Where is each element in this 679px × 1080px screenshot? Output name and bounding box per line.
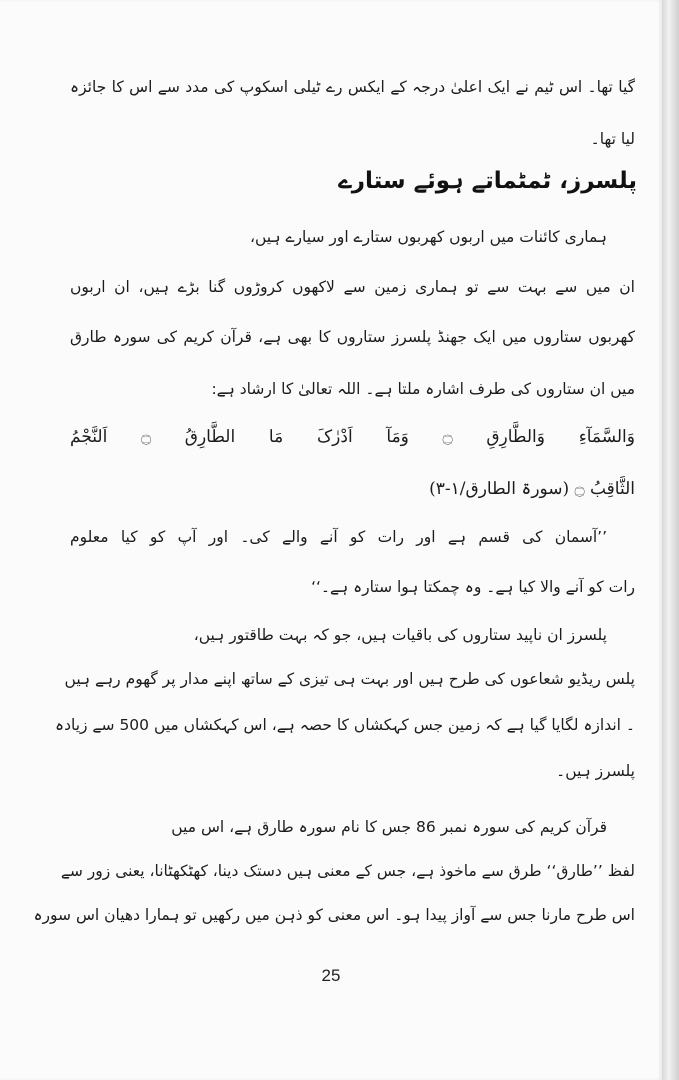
text-line: رات کو آنے والا کیا ہے۔ وہ چمکتا ہوا ستارہ ہے۔‘‘ bbox=[311, 578, 635, 596]
book-binding-edge bbox=[662, 0, 679, 1080]
text-line: لیا تھا۔ bbox=[590, 130, 635, 148]
opening-lines bbox=[70, 70, 635, 148]
text-line: ان میں سے بہت سے تو ہماری زمین سے لاکھوں کروڑوں گنا بڑے ہیں، ان اربوں bbox=[70, 278, 635, 296]
section-heading: پلسرز، ٹمٹماتے ہوئے ستارے bbox=[338, 168, 637, 194]
text-line: پلسرز ہیں۔ bbox=[556, 762, 635, 780]
text-line: ۔ اندازہ لگایا گیا ہے کہ زمین جس کہکشاں کا حصہ ہے، اس کہکشاں میں 500 سے زیادہ bbox=[55, 716, 635, 734]
quran-verse bbox=[70, 420, 635, 520]
text-line: قرآن کریم کی سورہ نمبر 86 جس کا نام سورہ طارق ہے، اس میں bbox=[171, 818, 607, 836]
text-line: پلس ریڈیو شعاعوں کی طرح ہیں اور بہت ہی تیزی کے ساتھ اپنے مدار پر گھوم رہے ہیں bbox=[64, 670, 635, 688]
paragraph-pulsars bbox=[55, 618, 635, 818]
text-line: ’’آسمان کی قسم ہے اور رات کو آنے والے کی۔ اور آپ کو کیا معلوم bbox=[70, 528, 607, 546]
text-line: ہماری کائنات میں اربوں کھربوں ستارے اور سیارے ہیں، bbox=[249, 228, 607, 246]
verse-line: الثَّاقِبُ ۝ (سورۃ الطارق/۱-۳) bbox=[429, 479, 635, 499]
text-line: پلسرز ان ناپید ستاروں کی باقیات ہیں، جو کہ بہت طاقتور ہیں، bbox=[193, 626, 607, 644]
text-line: گیا تھا۔ اس ٹیم نے ایک اعلیٰ درجہ کے ایکس رے ٹیلی اسکوپ کی مدد سے اس کا جائزہ bbox=[70, 78, 635, 96]
paragraph-intro bbox=[70, 220, 635, 420]
page-number: 25 bbox=[321, 966, 341, 985]
text-line: کھربوں ستاروں میں ایک جھنڈ پلسرز ستاروں کا بھی ہے، قرآن کریم کی سورہ طارق bbox=[70, 328, 635, 346]
text-line: میں ان ستاروں کی طرف اشارہ ملتا ہے۔ اللہ تعالیٰ کا ارشاد ہے: bbox=[211, 380, 635, 398]
verse-translation bbox=[70, 520, 635, 620]
paragraph-surah-tariq bbox=[33, 810, 635, 960]
verse-line: وَالسَّمَآءِ وَالطَّارِقِ ۝ وَمَآ اَدْرٰکَ مَا الطَّارِقُ ۝ اَلنَّجْمُ bbox=[70, 427, 635, 447]
text-line: لفظ ’’طارق‘‘ طرق سے ماخوذ ہے، جس کے معنی ہیں دستک دینا، کھٹکھٹانا، یعنی زور سے bbox=[60, 862, 635, 880]
text-line: اس طرح مارنا جس سے آواز پیدا ہو۔ اس معنی کو ذہن میں رکھیں تو ہمارا دھیان اس سورہ bbox=[33, 906, 635, 924]
